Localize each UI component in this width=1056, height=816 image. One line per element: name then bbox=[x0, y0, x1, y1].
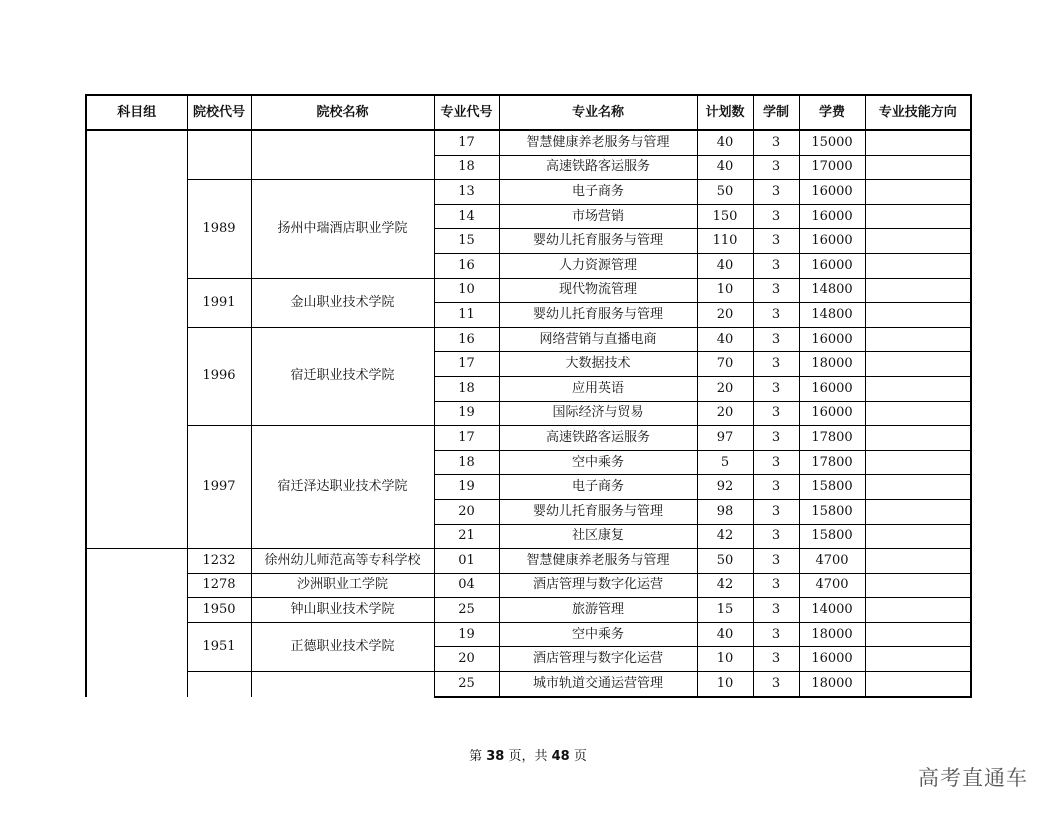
fee-cell: 16000 bbox=[799, 229, 865, 254]
school-code-cell: 1951 bbox=[187, 622, 251, 671]
plan-count-cell: 10 bbox=[697, 278, 753, 303]
major-code-cell: 16 bbox=[434, 253, 499, 278]
footer-page-number: 38 bbox=[486, 749, 505, 764]
skill-direction-cell bbox=[865, 426, 971, 451]
plan-count-cell: 42 bbox=[697, 524, 753, 549]
plan-count-cell: 50 bbox=[697, 180, 753, 205]
major-name-cell: 国际经济与贸易 bbox=[499, 401, 697, 426]
major-name-cell: 高速铁路客运服务 bbox=[499, 426, 697, 451]
header-years: 学制 bbox=[753, 95, 799, 130]
fee-cell: 14800 bbox=[799, 303, 865, 328]
watermark-text: 高考直通车 bbox=[918, 766, 1028, 790]
years-cell: 3 bbox=[753, 229, 799, 254]
school-code-cell: 1989 bbox=[187, 180, 251, 278]
fee-cell: 16000 bbox=[799, 180, 865, 205]
school-code-cell bbox=[187, 130, 251, 180]
major-code-cell: 13 bbox=[434, 180, 499, 205]
table-header-row bbox=[86, 95, 971, 130]
skill-direction-cell bbox=[865, 180, 971, 205]
table-row bbox=[86, 426, 971, 451]
fee-cell: 17800 bbox=[799, 450, 865, 475]
skill-direction-cell bbox=[865, 130, 971, 155]
skill-direction-cell bbox=[865, 647, 971, 672]
skill-direction-cell bbox=[865, 229, 971, 254]
fee-cell: 15800 bbox=[799, 499, 865, 524]
plan-count-cell: 5 bbox=[697, 450, 753, 475]
major-code-cell: 18 bbox=[434, 376, 499, 401]
school-name-cell: 正德职业技术学院 bbox=[251, 622, 434, 671]
skill-direction-cell bbox=[865, 549, 971, 574]
header-fee: 学费 bbox=[799, 95, 865, 130]
years-cell: 3 bbox=[753, 130, 799, 155]
plan-count-cell: 40 bbox=[697, 622, 753, 647]
years-cell: 3 bbox=[753, 180, 799, 205]
fee-cell: 4700 bbox=[799, 549, 865, 574]
fee-cell: 16000 bbox=[799, 327, 865, 352]
major-name-cell: 婴幼儿托育服务与管理 bbox=[499, 229, 697, 254]
major-code-cell: 17 bbox=[434, 130, 499, 155]
school-code-cell: 1278 bbox=[187, 573, 251, 598]
plan-count-cell: 10 bbox=[697, 672, 753, 697]
school-code-cell: 1232 bbox=[187, 549, 251, 574]
major-name-cell: 大数据技术 bbox=[499, 352, 697, 377]
skill-direction-cell bbox=[865, 352, 971, 377]
skill-direction-cell bbox=[865, 622, 971, 647]
school-name-cell bbox=[251, 130, 434, 180]
fee-cell: 4700 bbox=[799, 573, 865, 598]
fee-cell: 16000 bbox=[799, 204, 865, 229]
skill-direction-cell bbox=[865, 524, 971, 549]
plan-count-cell: 98 bbox=[697, 499, 753, 524]
fee-cell: 14000 bbox=[799, 598, 865, 623]
major-name-cell: 城市轨道交通运营管理 bbox=[499, 672, 697, 697]
plan-count-cell: 40 bbox=[697, 130, 753, 155]
skill-direction-cell bbox=[865, 278, 971, 303]
years-cell: 3 bbox=[753, 647, 799, 672]
plan-count-cell: 40 bbox=[697, 253, 753, 278]
major-code-cell: 20 bbox=[434, 499, 499, 524]
header-school-name: 院校名称 bbox=[251, 95, 434, 130]
skill-direction-cell bbox=[865, 303, 971, 328]
plan-count-cell: 97 bbox=[697, 426, 753, 451]
skill-direction-cell bbox=[865, 327, 971, 352]
skill-direction-cell bbox=[865, 598, 971, 623]
skill-direction-cell bbox=[865, 155, 971, 180]
years-cell: 3 bbox=[753, 426, 799, 451]
major-name-cell: 婴幼儿托育服务与管理 bbox=[499, 499, 697, 524]
years-cell: 3 bbox=[753, 401, 799, 426]
fee-cell: 17000 bbox=[799, 155, 865, 180]
years-cell: 3 bbox=[753, 475, 799, 500]
page-footer bbox=[0, 745, 1056, 764]
plan-count-cell: 40 bbox=[697, 155, 753, 180]
school-name-cell: 徐州幼儿师范高等专科学校 bbox=[251, 549, 434, 574]
fee-cell: 16000 bbox=[799, 401, 865, 426]
skill-direction-cell bbox=[865, 475, 971, 500]
footer-prefix: 第 bbox=[469, 749, 487, 764]
fee-cell: 14800 bbox=[799, 278, 865, 303]
school-code-cell bbox=[187, 672, 251, 697]
years-cell: 3 bbox=[753, 253, 799, 278]
school-name-cell: 金山职业技术学院 bbox=[251, 278, 434, 327]
skill-direction-cell bbox=[865, 450, 971, 475]
table-row bbox=[86, 573, 971, 598]
header-skill-direction: 专业技能方向 bbox=[865, 95, 971, 130]
major-code-cell: 11 bbox=[434, 303, 499, 328]
table-row bbox=[86, 327, 971, 352]
major-code-cell: 18 bbox=[434, 450, 499, 475]
fee-cell: 15800 bbox=[799, 524, 865, 549]
header-plan-count: 计划数 bbox=[697, 95, 753, 130]
footer-middle: 页，共 bbox=[504, 749, 552, 764]
skill-direction-cell bbox=[865, 253, 971, 278]
plan-count-cell: 42 bbox=[697, 573, 753, 598]
fee-cell: 18000 bbox=[799, 672, 865, 697]
major-code-cell: 04 bbox=[434, 573, 499, 598]
major-name-cell: 智慧健康养老服务与管理 bbox=[499, 130, 697, 155]
school-code-cell: 1997 bbox=[187, 426, 251, 549]
major-code-cell: 14 bbox=[434, 204, 499, 229]
major-name-cell: 人力资源管理 bbox=[499, 253, 697, 278]
major-code-cell: 17 bbox=[434, 426, 499, 451]
plan-count-cell: 20 bbox=[697, 376, 753, 401]
major-name-cell: 应用英语 bbox=[499, 376, 697, 401]
years-cell: 3 bbox=[753, 303, 799, 328]
header-school-code: 院校代号 bbox=[187, 95, 251, 130]
school-code-cell: 1991 bbox=[187, 278, 251, 327]
fee-cell: 17800 bbox=[799, 426, 865, 451]
major-name-cell: 社区康复 bbox=[499, 524, 697, 549]
footer-suffix: 页 bbox=[569, 749, 587, 764]
school-name-cell: 宿迁泽达职业技术学院 bbox=[251, 426, 434, 549]
major-name-cell: 旅游管理 bbox=[499, 598, 697, 623]
plan-count-cell: 15 bbox=[697, 598, 753, 623]
major-name-cell: 空中乘务 bbox=[499, 450, 697, 475]
plan-count-cell: 10 bbox=[697, 647, 753, 672]
major-name-cell: 酒店管理与数字化运营 bbox=[499, 647, 697, 672]
years-cell: 3 bbox=[753, 376, 799, 401]
skill-direction-cell bbox=[865, 499, 971, 524]
major-code-cell: 25 bbox=[434, 672, 499, 697]
table-row bbox=[86, 278, 971, 303]
years-cell: 3 bbox=[753, 598, 799, 623]
school-code-cell: 1996 bbox=[187, 327, 251, 425]
school-name-cell bbox=[251, 672, 434, 697]
school-name-cell: 沙洲职业工学院 bbox=[251, 573, 434, 598]
school-code-cell: 1950 bbox=[187, 598, 251, 623]
major-name-cell: 网络营销与直播电商 bbox=[499, 327, 697, 352]
years-cell: 3 bbox=[753, 573, 799, 598]
major-code-cell: 25 bbox=[434, 598, 499, 623]
fee-cell: 16000 bbox=[799, 647, 865, 672]
fee-cell: 18000 bbox=[799, 352, 865, 377]
major-name-cell: 电子商务 bbox=[499, 475, 697, 500]
plan-count-cell: 110 bbox=[697, 229, 753, 254]
footer-total-pages: 48 bbox=[551, 749, 570, 764]
skill-direction-cell bbox=[865, 204, 971, 229]
major-name-cell: 智慧健康养老服务与管理 bbox=[499, 549, 697, 574]
table-row bbox=[86, 130, 971, 155]
major-code-cell: 19 bbox=[434, 475, 499, 500]
years-cell: 3 bbox=[753, 672, 799, 697]
subject-group-cell bbox=[86, 130, 187, 549]
table-body bbox=[86, 130, 971, 697]
major-name-cell: 高速铁路客运服务 bbox=[499, 155, 697, 180]
fee-cell: 15000 bbox=[799, 130, 865, 155]
plan-count-cell: 50 bbox=[697, 549, 753, 574]
table-row bbox=[86, 672, 971, 697]
years-cell: 3 bbox=[753, 327, 799, 352]
years-cell: 3 bbox=[753, 549, 799, 574]
years-cell: 3 bbox=[753, 524, 799, 549]
plan-count-cell: 40 bbox=[697, 327, 753, 352]
school-name-cell: 宿迁职业技术学院 bbox=[251, 327, 434, 425]
skill-direction-cell bbox=[865, 376, 971, 401]
years-cell: 3 bbox=[753, 499, 799, 524]
major-name-cell: 婴幼儿托育服务与管理 bbox=[499, 303, 697, 328]
fee-cell: 16000 bbox=[799, 376, 865, 401]
table-row bbox=[86, 549, 971, 574]
major-code-cell: 15 bbox=[434, 229, 499, 254]
header-subject-group: 科目组 bbox=[86, 95, 187, 130]
school-name-cell: 扬州中瑞酒店职业学院 bbox=[251, 180, 434, 278]
years-cell: 3 bbox=[753, 204, 799, 229]
major-code-cell: 17 bbox=[434, 352, 499, 377]
years-cell: 3 bbox=[753, 622, 799, 647]
skill-direction-cell bbox=[865, 672, 971, 697]
table-row bbox=[86, 622, 971, 647]
plan-count-cell: 92 bbox=[697, 475, 753, 500]
skill-direction-cell bbox=[865, 573, 971, 598]
years-cell: 3 bbox=[753, 352, 799, 377]
major-code-cell: 19 bbox=[434, 401, 499, 426]
major-name-cell: 酒店管理与数字化运营 bbox=[499, 573, 697, 598]
admission-plan-table bbox=[85, 94, 972, 698]
subject-group-cell bbox=[86, 549, 187, 697]
fee-cell: 16000 bbox=[799, 253, 865, 278]
major-code-cell: 20 bbox=[434, 647, 499, 672]
header-major-name: 专业名称 bbox=[499, 95, 697, 130]
header-major-code: 专业代号 bbox=[434, 95, 499, 130]
major-code-cell: 10 bbox=[434, 278, 499, 303]
plan-count-cell: 20 bbox=[697, 303, 753, 328]
fee-cell: 15800 bbox=[799, 475, 865, 500]
years-cell: 3 bbox=[753, 278, 799, 303]
major-name-cell: 空中乘务 bbox=[499, 622, 697, 647]
table-row bbox=[86, 180, 971, 205]
major-name-cell: 现代物流管理 bbox=[499, 278, 697, 303]
school-name-cell: 钟山职业技术学院 bbox=[251, 598, 434, 623]
years-cell: 3 bbox=[753, 155, 799, 180]
table-row bbox=[86, 598, 971, 623]
skill-direction-cell bbox=[865, 401, 971, 426]
major-code-cell: 21 bbox=[434, 524, 499, 549]
major-code-cell: 18 bbox=[434, 155, 499, 180]
plan-count-cell: 20 bbox=[697, 401, 753, 426]
major-code-cell: 01 bbox=[434, 549, 499, 574]
years-cell: 3 bbox=[753, 450, 799, 475]
fee-cell: 18000 bbox=[799, 622, 865, 647]
major-name-cell: 市场营销 bbox=[499, 204, 697, 229]
plan-count-cell: 150 bbox=[697, 204, 753, 229]
major-code-cell: 16 bbox=[434, 327, 499, 352]
major-code-cell: 19 bbox=[434, 622, 499, 647]
plan-count-cell: 70 bbox=[697, 352, 753, 377]
major-name-cell: 电子商务 bbox=[499, 180, 697, 205]
